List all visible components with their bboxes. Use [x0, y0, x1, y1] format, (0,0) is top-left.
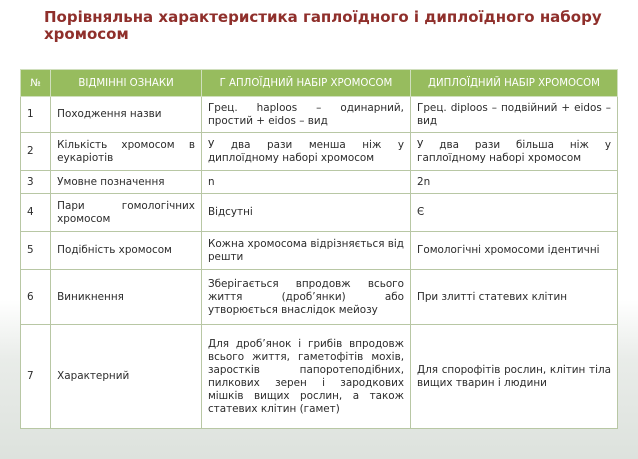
row-number: 6	[21, 270, 51, 325]
row-feature: Характерний	[51, 325, 202, 429]
row-number: 7	[21, 325, 51, 429]
row-diploid: Гомологічні хромосоми ідентичні	[411, 232, 618, 270]
table-header-row	[21, 70, 618, 97]
row-diploid: Для спорофітів рослин, клітин тіла вищих тварин і людини	[411, 325, 618, 429]
row-number: 3	[21, 171, 51, 194]
row-haploid: Зберігається впродовж всього життя (дроб’янки) або утворюється внаслідок мейозу	[201, 270, 410, 325]
row-haploid: n	[201, 171, 410, 194]
row-haploid: Кожна хромосома відрізняється від решти	[201, 232, 410, 270]
row-haploid: Відсутні	[201, 194, 410, 232]
row-feature: Подібність хромосом	[51, 232, 202, 270]
header-haploid: Г АПЛОЇДНИЙ НАБІР ХРОМОСОМ	[201, 70, 410, 97]
page-title: Порівняльна характеристика гаплоїдного і диплоїдного набору хромосом	[44, 8, 602, 43]
row-haploid: Для дроб’янок і грибів впродовж всього життя, гаметофітів мохів, заростків папоротеподібних, пилкових зерен і зародкових мішків вищих рослин, а також статевих клітин (гамет)	[201, 325, 410, 429]
row-feature: Умовне позначення	[51, 171, 202, 194]
row-diploid: Грец. diploos – подвійний + eidos – вид	[411, 97, 618, 133]
row-diploid: При злитті статевих клітин	[411, 270, 618, 325]
table-row	[21, 171, 618, 194]
row-feature: Кількість хромосом в еукаріотів	[51, 133, 202, 171]
row-feature: Пари гомологічних хромосом	[51, 194, 202, 232]
row-feature: Походження назви	[51, 97, 202, 133]
table-row	[21, 232, 618, 270]
row-number: 1	[21, 97, 51, 133]
row-feature: Виникнення	[51, 270, 202, 325]
header-feature: ВІДМІННІ ОЗНАКИ	[51, 70, 202, 97]
row-number: 2	[21, 133, 51, 171]
row-diploid: 2n	[411, 171, 618, 194]
table-row	[21, 270, 618, 325]
table-row	[21, 325, 618, 429]
row-diploid: Є	[411, 194, 618, 232]
row-haploid: У два рази менша ніж у диплоїдному наборі хромосом	[201, 133, 410, 171]
table-row	[21, 97, 618, 133]
row-number: 5	[21, 232, 51, 270]
row-diploid: У два рази більша ніж у гаплоїдному наборі хромосом	[411, 133, 618, 171]
table-row	[21, 133, 618, 171]
header-diploid: ДИПЛОЇДНИЙ НАБІР ХРОМОСОМ	[411, 70, 618, 97]
header-number: №	[21, 70, 51, 97]
comparison-table	[20, 69, 618, 429]
row-haploid: Грец. haploos – одинарний, простий + eidos – вид	[201, 97, 410, 133]
table-row	[21, 194, 618, 232]
row-number: 4	[21, 194, 51, 232]
